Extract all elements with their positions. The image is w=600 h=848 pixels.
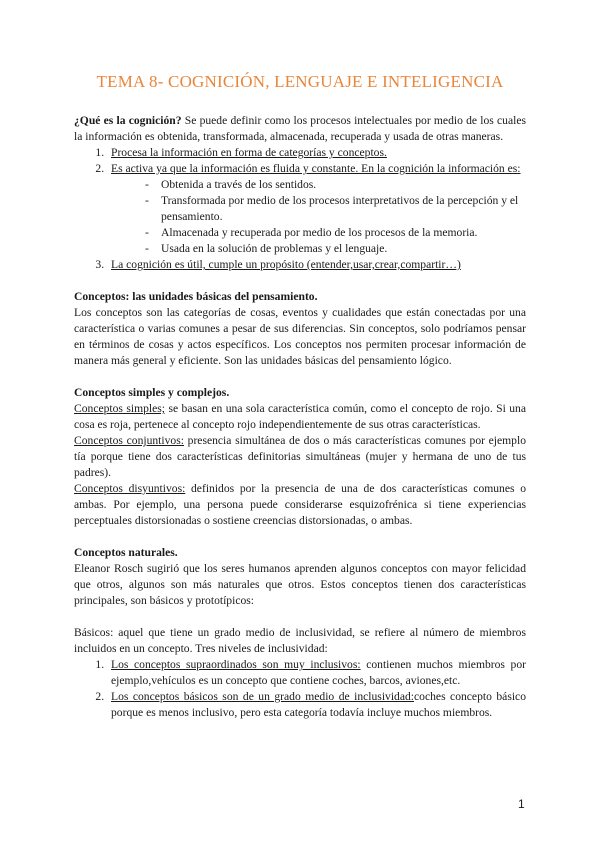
list-item: 1. Los conceptos supraordinados son muy inclusivos: contienen muchos miembros por ejemplo,vehículos es un concepto que contiene coches, barcos, aviones,etc. [107,657,526,689]
conjunctive-concepts-paragraph: Conceptos conjuntivos: presencia simultánea de dos o más características comunes por ejemplo tía porque tiene dos características definitorias simultáneas (mujer y hermana de uno de tus padres). [74,434,527,479]
sub-list [111,177,526,257]
page-title: TEMA 8- COGNICIÓN, LENGUAJE E INTELIGENCIA [96,72,504,91]
intro-question: ¿Qué es la cognición? [74,114,182,127]
document-body [74,113,526,721]
section-heading: Conceptos: las unidades básicas del pensamiento. [74,290,318,303]
intro-text: Se puede definir como los procesos intelectuales por medio de los cuales la información es obtenida, transformada, almacenada, recuperada y usada de otras maneras. [74,114,526,143]
list-item: 2. Los conceptos básicos son de un grado medio de inclusividad:coches concepto básico porque es menos inclusivo, pero esta categoría todavía incluye muchos miembros. [107,689,526,721]
sub-list-item: - Almacenada y recuperada por medio de los procesos de la memoria. [147,225,526,241]
page-number: 1 [518,797,525,811]
section-heading: Conceptos naturales. [74,546,178,559]
simple-concepts-paragraph: Conceptos simples; se basan en una sola característica común, como el concepto de rojo. Si una cosa es roja, pertenece al concepto rojo independientemente de sus otras características. [74,402,526,431]
list-item: 3. La cognición es útil, cumple un propósito (entender,usar,crear,compartir…) [107,257,526,273]
section-paragraph: Eleanor Rosch sugirió que los seres humanos aprenden algunos conceptos con mayor felicidad que otros, algunos son más naturales que otros. Estos conceptos tienen dos características principales, son básicos y prototípicos: [74,562,526,607]
disjunctive-concepts-paragraph: Conceptos disyuntivos: definidos por la presencia de una de dos características comunes o ambas. Por ejemplo, una persona puede considerarse esquizofrénica si tiene experiencias perceptuales distorsionadas o sostiene creencias distorsionadas, o ambas. [74,482,526,527]
section-paragraph: Los conceptos son las categorías de cosas, eventos y cualidades que están conectadas por una característica o varias comunes a pesar de sus diferencias. Sin conceptos, solo podríamos pensar en términos de cosas y actos específicos. Los conceptos nos permiten procesar información de manera más general y eficiente. Son las unidades básicas del pensamiento lógico. [74,306,526,367]
cognition-list [74,145,526,273]
section-heading: Conceptos simples y complejos. [74,386,230,399]
inclusivity-list [74,657,526,721]
intro-paragraph [74,113,526,145]
sub-list-item: - Usada en la solución de problemas y el lenguaje. [147,241,526,257]
sub-list-item: - Obtenida a través de los sentidos. [147,177,526,193]
list-item: 1. Procesa la información en forma de categorías y conceptos. [107,145,526,161]
sub-list-item: - Transformada por medio de los procesos interpretativos de la percepción y el pensamiento. [147,193,526,225]
basic-concepts-paragraph: Básicos: aquel que tiene un grado medio de inclusividad, se refiere al número de miembros incluidos en un concepto. Tres niveles de inclusividad: [74,626,526,655]
list-item: 2. Es activa ya que la información es fluida y constante. En la cognición la información es: - Obtenida a través de los sentidos. - Transformada por medio de los procesos interpretativos de la percepción y el pensamiento. - Almacenada y recuperada por medio de los procesos de la memoria. - Usada en la solución de problemas y el lenguaje. [107,161,526,257]
